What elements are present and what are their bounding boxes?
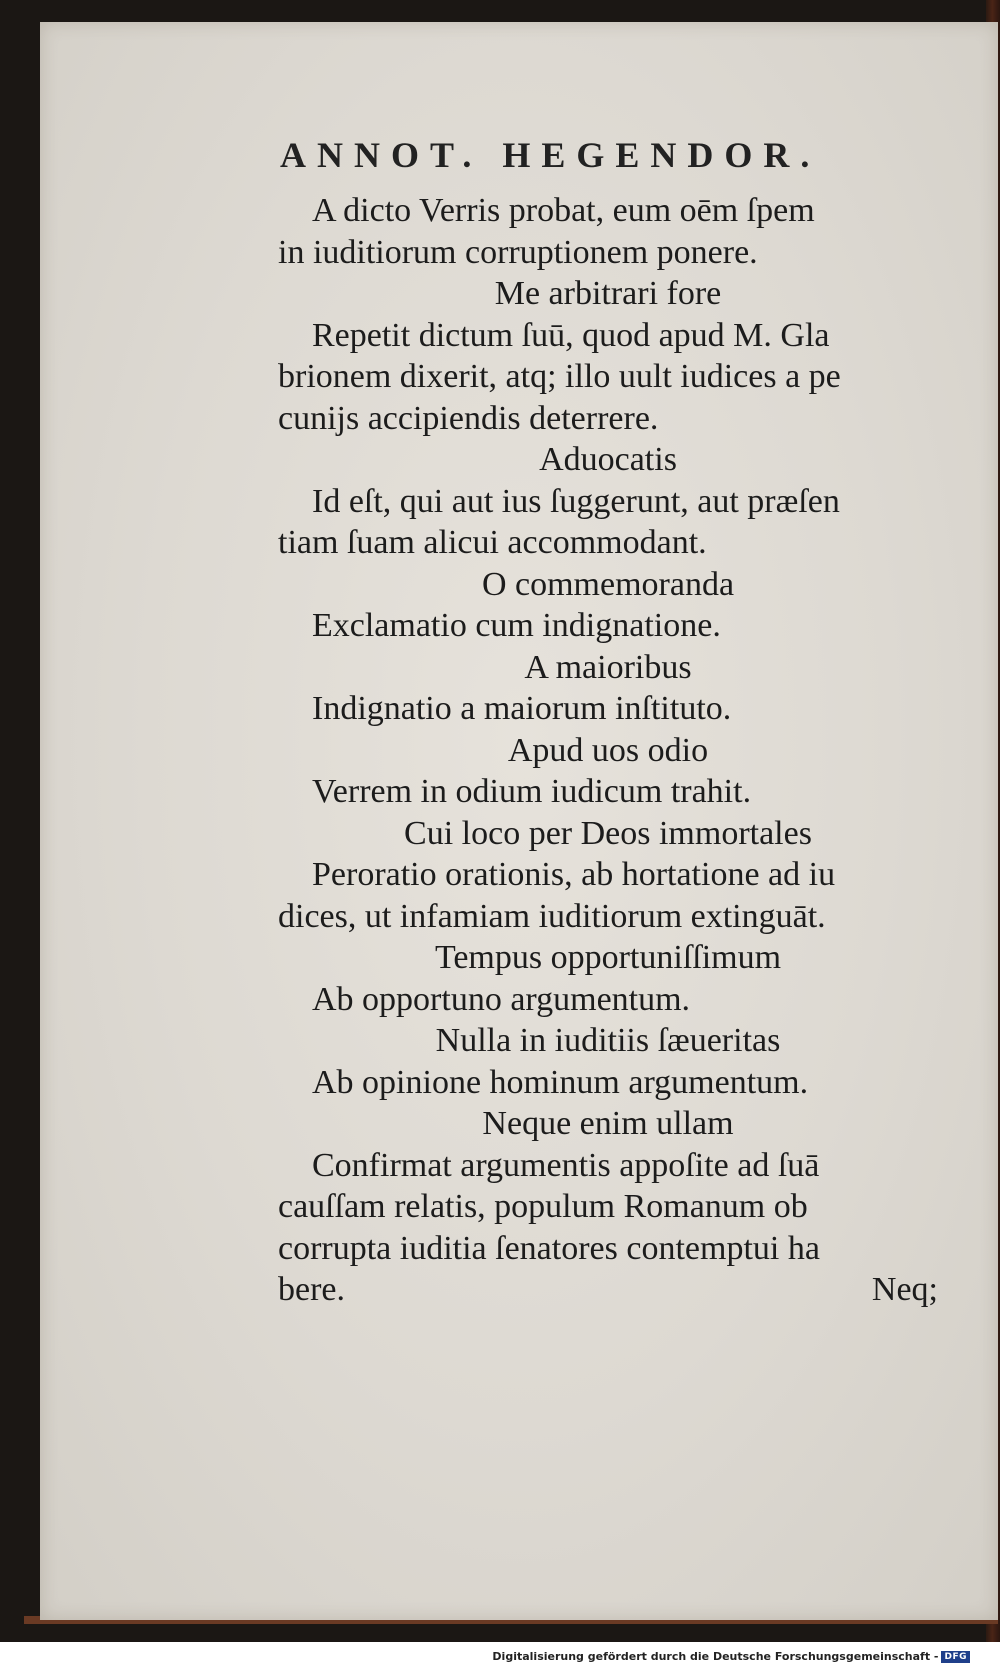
commentary-line: cauſſam relatis, populum Romanum ob: [278, 1188, 808, 1225]
text-block: [278, 190, 938, 1311]
digitization-credit: [492, 1650, 970, 1663]
lemma-heading: Neque enim ullam: [482, 1105, 734, 1142]
lemma-heading: Tempus opportuniſſimum: [434, 939, 782, 976]
running-head: ANNOT. HEGENDOR.: [280, 135, 821, 175]
commentary-line: Confirmat argumentis appoſite ad ſuā: [312, 1146, 820, 1184]
lemma-heading: A maioribus: [524, 648, 692, 686]
commentary-line: corrupta iuditia ſenatores contemptui ha: [278, 1229, 820, 1267]
lemma-heading: Nulla in iuditiis ſæueritas: [435, 1022, 781, 1059]
commentary-line: brionem dixerit, atq; illo uult iudices a pe: [278, 358, 841, 395]
dfg-logo: DFG: [941, 1651, 970, 1663]
lemma-heading: Apud uos odio: [507, 731, 709, 769]
lemma-heading: Me arbitrari fore: [494, 275, 722, 312]
commentary-line: Id eſt, qui aut ius ſuggerunt, aut præſen: [312, 482, 840, 520]
commentary-line: tiam ſuam alicui accommodant.: [278, 524, 707, 561]
lemma-heading: O commemoranda: [481, 565, 735, 603]
commentary-line: Exclamatio cum indignatione.: [312, 607, 721, 644]
commentary-line: Indignatio a maiorum inſtituto.: [312, 690, 732, 727]
commentary-line: cunijs accipiendis deterrere.: [278, 399, 659, 437]
lemma-heading: Aduocatis: [539, 441, 677, 478]
catchword: Neq;: [871, 1271, 938, 1308]
commentary-line: Ab opportuno argumentum.: [312, 980, 691, 1018]
commentary-line: A dicto Verris probat, eum oēm ſpem: [312, 192, 815, 229]
commentary-line: Ab opinione hominum argumentum.: [312, 1063, 809, 1101]
commentary-line: Verrem in odium iudicum trahit.: [312, 773, 752, 810]
commentary-line: bere.: [278, 1271, 346, 1308]
commentary-line: Peroratio orationis, ab hortatione ad iu: [312, 856, 836, 893]
commentary-line: in iuditiorum corruptionem ponere.: [278, 233, 758, 271]
lemma-heading: Cui loco per Deos immortales: [404, 814, 812, 852]
commentary-line: dices, ut infamiam iuditiorum extinguāt.: [278, 897, 826, 935]
credit-text: Digitalisierung gefördert durch die Deutsche Forschungsgemeinschaft -: [492, 1650, 939, 1663]
commentary-last-line: [278, 1269, 938, 1311]
commentary-line: Repetit dictum ſuū, quod apud M. Gla: [312, 316, 830, 354]
